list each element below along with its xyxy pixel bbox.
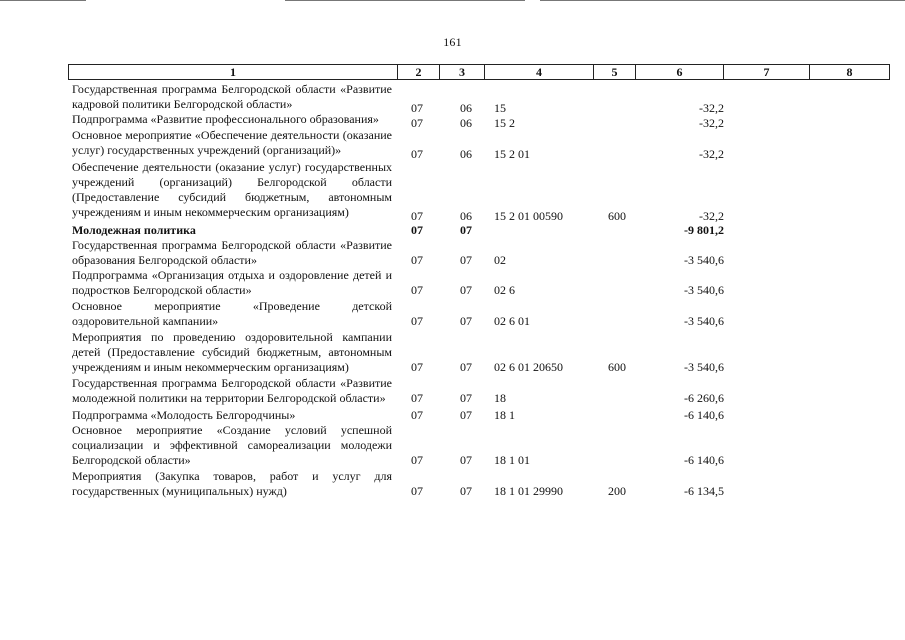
row-subsection-cell: 07	[460, 283, 472, 297]
row-subsection-cell: 06	[460, 101, 472, 115]
row-name-cell: Государственная программа Белгородской области «Развитие кадровой политики Белгородской области»	[72, 82, 392, 111]
row-amount-cell: -3 540,6	[684, 360, 724, 374]
table-row	[70, 82, 890, 115]
column-header-8: 8	[846, 65, 853, 79]
row-subsection-cell: 07	[460, 391, 472, 405]
row-name-cell: Мероприятия по проведению оздоровительной кампании детей (Предоставление субсидий бюджетным, автономным учреждениям и иным некоммерческим организациям)	[72, 330, 392, 374]
row-section-cell: 07	[411, 253, 423, 267]
table-row	[70, 376, 890, 406]
column-header-1: 1	[69, 65, 398, 79]
row-subsection-cell: 07	[460, 484, 472, 498]
column-header-2: 2	[398, 65, 440, 79]
row-subsection-cell: 07	[460, 453, 472, 467]
row-amount-cell: -32,2	[699, 147, 724, 161]
row-subsection-cell: 07	[460, 360, 472, 374]
column-header-7: 7	[724, 65, 810, 79]
row-amount-cell: -32,2	[699, 101, 724, 115]
row-section-cell: 07	[411, 314, 423, 328]
row-name-cell: Основное мероприятие «Создание условий успешной социализации и эффективной самореализации молодежи Белгородской области»	[72, 423, 392, 467]
row-section-cell: 07	[411, 116, 423, 130]
row-section-cell: 07	[411, 484, 423, 498]
table-row	[70, 469, 890, 499]
row-amount-cell: -6 260,6	[684, 391, 724, 405]
table-row	[70, 268, 890, 298]
table-row	[70, 238, 890, 268]
row-subsection-cell: 06	[460, 209, 472, 223]
row-target-article-cell: 02	[494, 253, 506, 267]
row-section-cell: 07	[411, 283, 423, 297]
column-header-4: 4	[485, 65, 594, 79]
budget-table-body	[70, 82, 890, 500]
row-expense-type-cell: 600	[608, 360, 626, 374]
row-section-cell: 07	[411, 101, 423, 115]
table-row	[70, 330, 890, 375]
row-amount-cell: -6 134,5	[684, 484, 724, 498]
row-section-cell: 07	[411, 223, 423, 237]
row-amount-cell: -3 540,6	[684, 253, 724, 267]
row-target-article-cell: 02 6 01 20650	[494, 360, 563, 374]
row-name-cell: Основное мероприятие «Проведение детской оздоровительной кампании»	[72, 299, 392, 328]
row-name-cell: Подпрограмма «Организация отдыха и оздоровление детей и подростков Белгородской области»	[72, 268, 392, 297]
column-header-5: 5	[594, 65, 636, 79]
row-amount-cell: -32,2	[699, 116, 724, 130]
row-section-cell: 07	[411, 147, 423, 161]
row-target-article-cell: 02 6	[494, 283, 515, 297]
row-subsection-cell: 06	[460, 116, 472, 130]
row-name-cell: Подпрограмма «Молодость Белгородчины»	[72, 408, 296, 422]
row-name-cell: Молодежная политика	[72, 223, 196, 237]
row-subsection-cell: 07	[460, 223, 472, 237]
table-row	[70, 160, 890, 223]
row-name-cell: Обеспечение деятельности (оказание услуг) государственных учреждений (организаций) Белгородской области (Предоставление субсидий бюджетным, автономным учреждениям и иным некоммерческим организациям)	[72, 160, 392, 219]
table-row	[70, 223, 890, 238]
row-subsection-cell: 07	[460, 253, 472, 267]
row-target-article-cell: 15 2	[494, 116, 515, 130]
row-target-article-cell: 15 2 01 00590	[494, 209, 563, 223]
column-header-3: 3	[440, 65, 485, 79]
table-header-row	[68, 64, 890, 80]
row-amount-cell: -32,2	[699, 209, 724, 223]
row-name-cell: Мероприятия (Закупка товаров, работ и услуг для государственных (муниципальных) нужд)	[72, 469, 392, 498]
row-target-article-cell: 02 6 01	[494, 314, 530, 328]
row-target-article-cell: 15	[494, 101, 506, 115]
table-row	[70, 112, 890, 130]
row-expense-type-cell: 200	[608, 484, 626, 498]
row-target-article-cell: 15 2 01	[494, 147, 530, 161]
row-expense-type-cell: 600	[608, 209, 626, 223]
row-amount-cell: -3 540,6	[684, 314, 724, 328]
top-scan-rule-right	[540, 0, 905, 1]
page-number: 161	[443, 35, 462, 49]
table-row	[70, 299, 890, 329]
row-target-article-cell: 18 1 01	[494, 453, 530, 467]
row-amount-cell: -6 140,6	[684, 453, 724, 467]
row-section-cell: 07	[411, 391, 423, 405]
row-subsection-cell: 07	[460, 408, 472, 422]
row-amount-cell: -3 540,6	[684, 283, 724, 297]
row-subsection-cell: 07	[460, 314, 472, 328]
row-target-article-cell: 18 1 01 29990	[494, 484, 563, 498]
row-section-cell: 07	[411, 453, 423, 467]
row-name-cell: Подпрограмма «Развитие профессионального образования»	[72, 112, 379, 126]
row-amount-cell: -6 140,6	[684, 408, 724, 422]
top-scan-rule-left	[0, 0, 86, 1]
row-name-cell: Государственная программа Белгородской области «Развитие образования Белгородской области»	[72, 238, 392, 267]
row-section-cell: 07	[411, 408, 423, 422]
row-section-cell: 07	[411, 360, 423, 374]
table-row	[70, 128, 890, 161]
row-amount-cell: -9 801,2	[684, 223, 724, 237]
row-target-article-cell: 18	[494, 391, 506, 405]
table-row	[70, 408, 890, 423]
row-subsection-cell: 06	[460, 147, 472, 161]
top-scan-rule-mid	[285, 0, 525, 1]
column-header-6: 6	[636, 65, 724, 79]
row-name-cell: Государственная программа Белгородской области «Развитие молодежной политики на территории Белгородской области»	[72, 376, 392, 405]
table-row	[70, 423, 890, 468]
row-section-cell: 07	[411, 209, 423, 223]
row-target-article-cell: 18 1	[494, 408, 515, 422]
row-name-cell: Основное мероприятие «Обеспечение деятельности (оказание услуг) государственных учреждений (организаций)»	[72, 128, 392, 157]
